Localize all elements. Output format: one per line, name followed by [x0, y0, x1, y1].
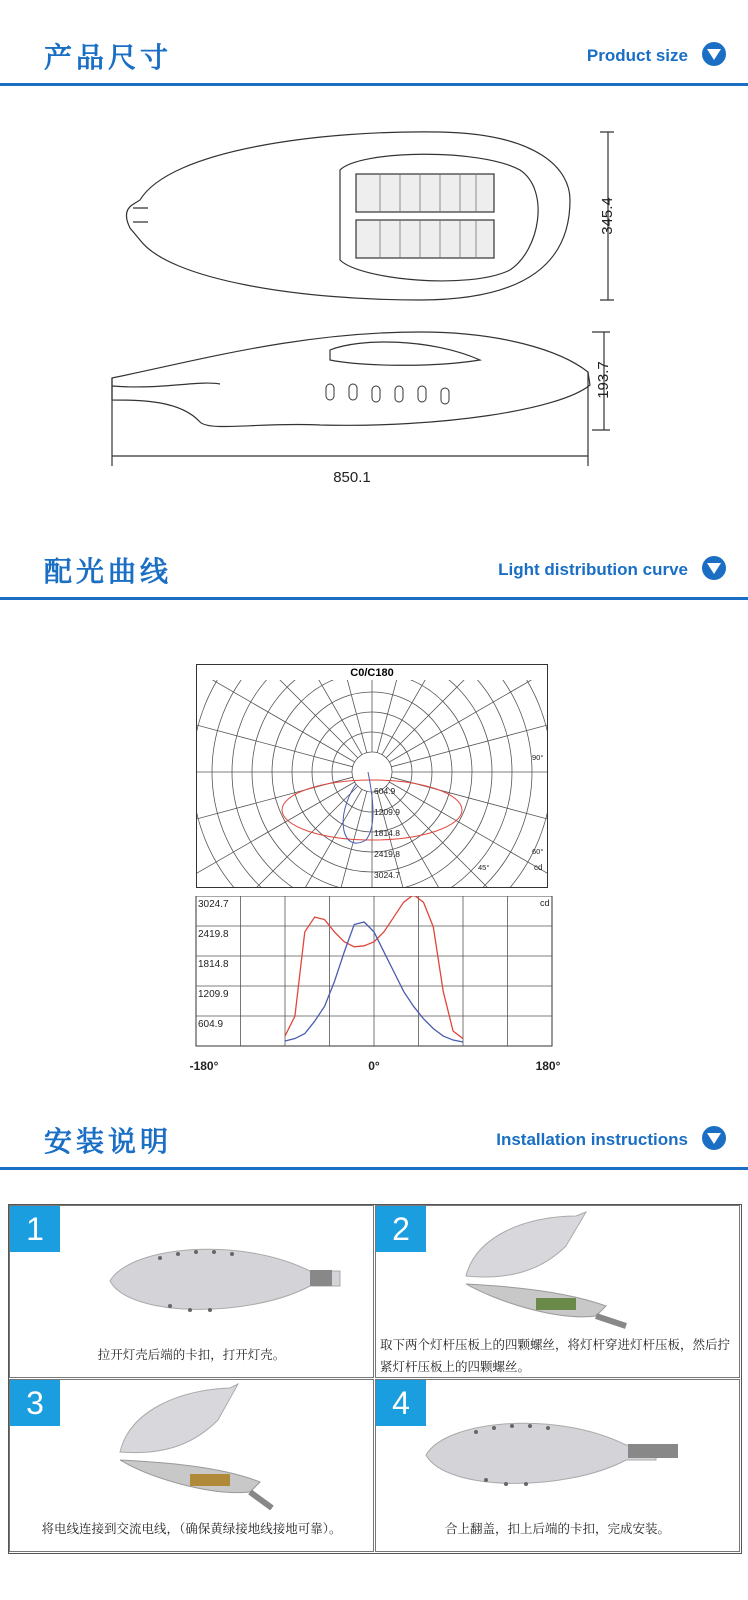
- polar-radial-tick: 1209.9: [374, 807, 400, 817]
- polar-light-chart: [196, 664, 548, 888]
- step-caption: 将电线连接到交流电线，（确保黄绿接地线接地可靠）。: [41, 1521, 342, 1536]
- section-title-zh: 安装说明: [44, 1125, 173, 1158]
- step-number: 1: [10, 1206, 60, 1252]
- install-header: [0, 1112, 748, 1170]
- cart-y-tick: 604.9: [198, 1019, 224, 1031]
- polar-radial-tick: 3024.7: [374, 870, 400, 880]
- lamp-wiring-image: [10, 1380, 374, 1510]
- polar-title: C0/C180: [350, 667, 394, 679]
- lamp-installed-image: [376, 1400, 740, 1530]
- dim-length: 850.1: [333, 469, 371, 486]
- polar-angle-label: 45°: [478, 863, 490, 872]
- cart-y-tick: 1209.9: [198, 988, 229, 1000]
- cart-y-tick: 3024.7: [198, 899, 229, 910]
- section-divider: [0, 83, 748, 86]
- dim-height-top: 345.4: [599, 197, 616, 235]
- chevron-down-icon: [702, 556, 726, 580]
- install-step-3: [9, 1379, 374, 1552]
- section-title-en: Installation instructions: [496, 1130, 688, 1149]
- product-dimension-drawing: [0, 110, 748, 500]
- install-step-4: [375, 1379, 740, 1552]
- step-number: 2: [376, 1206, 426, 1252]
- lamp-open-image: [376, 1206, 740, 1336]
- install-step-1: [9, 1205, 374, 1378]
- install-step-2: [375, 1205, 740, 1378]
- chevron-down-icon: [702, 1126, 726, 1150]
- product-size-header: [0, 28, 748, 86]
- cart-x-label: 0°: [368, 1059, 380, 1073]
- step-caption: 拉开灯壳后端的卡扣，打开灯壳。: [97, 1347, 286, 1362]
- step-caption: 合上翻盖，扣上后端的卡扣，完成安装。: [444, 1521, 670, 1536]
- step-number: 3: [10, 1380, 60, 1426]
- section-divider: [0, 1167, 748, 1170]
- cart-y-tick: 1814.8: [198, 959, 229, 971]
- section-title-en: Light distribution curve: [498, 560, 688, 579]
- section-title-zh: 配光曲线: [44, 555, 173, 588]
- section-divider: [0, 597, 748, 600]
- lamp-closed-image: [10, 1226, 374, 1356]
- cart-unit: cd: [540, 898, 550, 908]
- cart-x-label: 180°: [535, 1059, 561, 1073]
- polar-unit: cd: [534, 863, 543, 872]
- dim-height-side: 193.7: [595, 361, 612, 399]
- polar-radial-tick: 604.9: [374, 786, 396, 796]
- step-number: 4: [376, 1380, 426, 1426]
- section-title-zh: 产品尺寸: [44, 41, 173, 74]
- cartesian-light-chart: [180, 896, 570, 1074]
- install-steps-grid: [8, 1204, 742, 1554]
- polar-radial-tick: 1814.8: [374, 828, 400, 838]
- chevron-down-icon: [702, 42, 726, 66]
- polar-angle-label: 90°: [532, 753, 544, 762]
- step-caption: 取下两个灯杆压板上的四颗螺丝，将灯杆穿进灯杆压板，然后拧紧灯杆压板上的四颗螺丝。: [380, 1337, 731, 1374]
- polar-radial-tick: 2419.8: [374, 849, 400, 859]
- cart-y-tick: 2419.8: [198, 928, 229, 940]
- polar-angle-label: 60°: [532, 847, 544, 856]
- light-curve-header: [0, 542, 748, 600]
- section-title-en: Product size: [586, 46, 688, 65]
- cart-x-label: -180°: [189, 1059, 219, 1073]
